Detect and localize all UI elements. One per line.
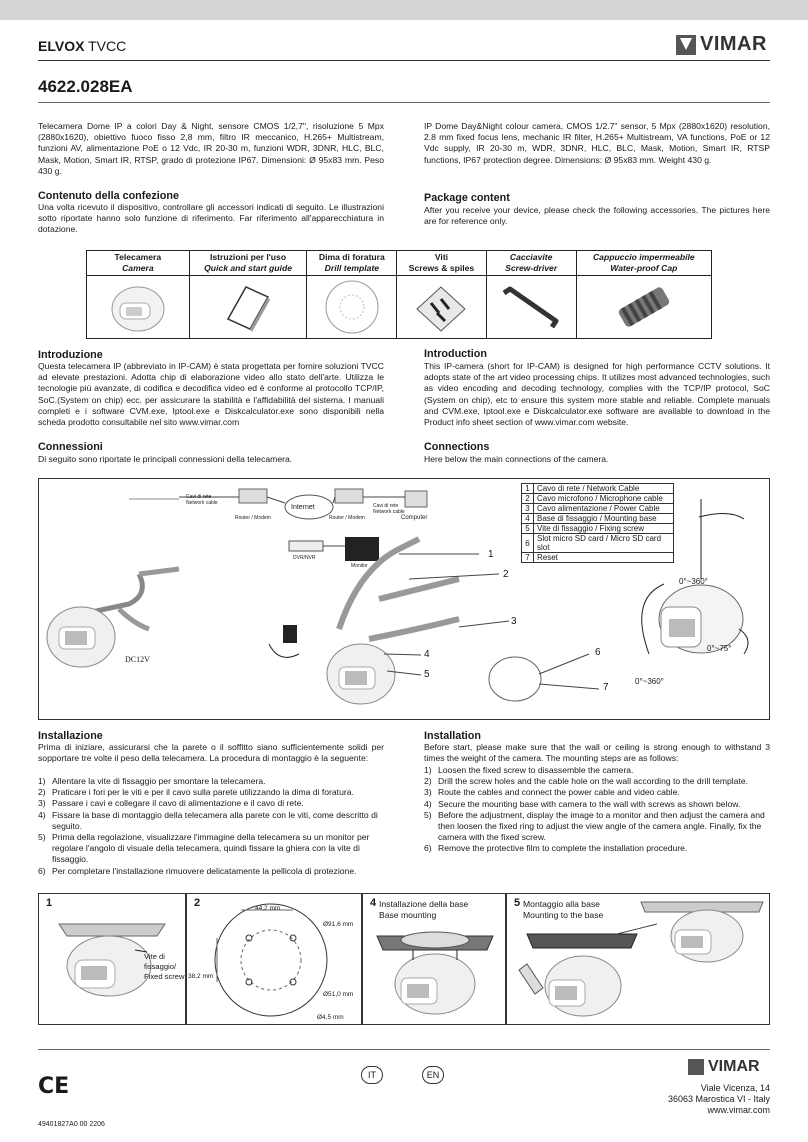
panel-caption-en: Mounting to the base — [523, 910, 604, 920]
introduction-text-it: Questa telecamera IP (abbreviato in IP-CAM) è stata progettata per fornire soluzioni TVCC ad elevate prestazioni. Adotta chip di elaborazione video allo stato dell'arte. Utilizza le tecnologie più avanzate, di codifica e decodifica video ed è conforme al protocollo TCP/IP, SoC.(System on chip) ecc. per assicurare la stabilità e l'affidabilità del sistema. I manuali completi e i software CVM.exe, Iptool.exe e Diskcalculator.exe sono disponibili nella scheda prodotto consultabile nel sito www.vimar.com — [38, 361, 384, 428]
step-item: 1) Loosen the fixed screw to disassemble the camera. — [424, 765, 634, 775]
step-item: 4) Secure the mounting base with camera to the wall with screws as shown below. — [424, 798, 741, 809]
waterproof-cap-icon — [609, 279, 679, 335]
step-item: 5) Prima della regolazione, visualizzare l'immagine della telecamera su un monitor per regolare l'angolo di visuale della telecamera, quindi fissare la ghiera con la vite di fissaggio. — [38, 832, 370, 865]
power-adapter-icon — [283, 625, 297, 643]
label-dc12v: DC12V — [125, 655, 150, 664]
step-item: 4) Fissare la base di montaggio della telecamera alla parete con le viti, come descritto di seguito. — [38, 809, 378, 831]
callout-1: 1 — [488, 549, 494, 560]
package-title-it: Contenuto della confezione — [38, 190, 179, 202]
package-cell — [576, 276, 711, 339]
package-header: Telecamera Camera — [87, 251, 190, 276]
drill-template-icon — [322, 279, 382, 335]
package-cell — [486, 276, 576, 339]
vimar-logo: VIMAR — [676, 33, 767, 56]
installation-steps-it — [38, 776, 384, 877]
base-attachment-illustration — [507, 894, 769, 1024]
connection-diagram — [38, 478, 770, 720]
dimension-label: Ø4,5 mm — [317, 1014, 344, 1021]
dimension-label: 38,2 mm — [188, 973, 214, 980]
divider — [38, 102, 770, 103]
label-dvr: DVR/NVR — [293, 555, 316, 561]
base-mounting-illustration — [363, 894, 505, 1024]
panel-step-2: 2 44,2 mm Ø91,6 mm 38,2 mm Ø51,0 mm Ø4,5 mm — [186, 893, 362, 1025]
label-rotation-360: 0°~360° — [679, 577, 708, 586]
screwdriver-icon — [496, 279, 566, 335]
step-item: 2) Praticare i fori per le viti e per il cavo sulla parete utilizzando la dima di foratura. — [38, 787, 354, 798]
lang-badge-en: EN — [422, 1066, 444, 1084]
legend-row: 2 Cavo microfono / Microphone cable — [522, 494, 674, 504]
installation-text-en: Before start, please make sure that the wall or ceiling is strong enough to withstand 3 times the weight of the camera. The mounting steps are as follows: — [424, 742, 770, 764]
legend-row: 6 Slot micro SD card / Micro SD card slot — [522, 534, 674, 553]
legend-row: 7 Reset — [522, 553, 674, 563]
computer-icon — [405, 491, 427, 507]
ce-mark: CE — [38, 1074, 70, 1099]
package-header: Cappuccio impermeabile Water-proof Cap — [576, 251, 711, 276]
legend-row: 5 Vite di fissaggio / Fixing screw — [522, 524, 674, 534]
package-table — [86, 250, 712, 339]
screws-icon — [411, 279, 471, 335]
legend-row: 4 Base di fissaggio / Mounting base — [522, 514, 674, 524]
callout-3: 3 — [511, 616, 517, 627]
label-monitor: Monitor — [351, 563, 368, 569]
package-header: Cacciavite Screw-driver — [486, 251, 576, 276]
panel-step-4: 4 Installazione della base Base mounting — [362, 893, 506, 1025]
legend-row: 1 Cavo di rete / Network Cable — [522, 484, 674, 494]
introduction-title-it: Introduzione — [38, 349, 103, 361]
callout-4: 4 — [424, 649, 430, 660]
label-computer: Computer — [401, 515, 428, 521]
vimar-logo-icon — [676, 35, 696, 55]
installation-text-it: Prima di iniziare, assicurarsi che la parete o il soffitto siano sufficientemente solidi per sopportare tre volte il peso della telecamera. La procedura di montaggio è la seguente: — [38, 742, 384, 764]
step-item: 6) Remove the protective film to complete the installation procedure. — [424, 843, 688, 854]
fixed-screw-label: Vite di fissaggio/ Fixed screw — [144, 952, 185, 981]
installation-steps-en — [424, 765, 770, 855]
package-cell — [189, 276, 307, 339]
guide-icon — [218, 279, 278, 335]
vimar-logo-footer: VIMAR — [688, 1058, 760, 1076]
package-cell — [307, 276, 397, 339]
divider — [38, 1049, 770, 1050]
camera-icon — [98, 279, 178, 335]
dimension-label: 44,2 mm — [255, 905, 281, 912]
router-icon — [335, 489, 363, 503]
label-network-cable-1: Cavi di rete Network cable — [186, 494, 218, 506]
panel-step-5: 5 Montaggio alla base Mounting to the base — [506, 893, 770, 1025]
label-rotation-360b: 0°~360° — [635, 677, 664, 686]
connection-legend — [521, 483, 674, 563]
legend-row: 3 Cavo alimentazione / Power Cable — [522, 504, 674, 514]
step-item: 3) Passare i cavi e collegare il cavo di alimentazione e il cavo di rete. — [38, 798, 304, 809]
label-network-cable-2: Cavi di rete Network cable — [373, 503, 405, 515]
lang-badge-it: IT — [361, 1066, 383, 1084]
package-header: Istruzioni per l'uso Quick and start guide — [189, 251, 307, 276]
package-header: Viti Screws & spiles — [397, 251, 486, 276]
router-icon — [239, 489, 267, 503]
package-cell — [87, 276, 190, 339]
panel-caption-it: Montaggio alla base — [523, 899, 600, 909]
company-address: Viale Vicenza, 14 36063 Marostica VI - Italy www.vimar.com — [667, 1083, 770, 1115]
installation-title-it: Installazione — [38, 730, 103, 742]
camera-detail-icon — [489, 657, 541, 701]
divider — [38, 60, 770, 61]
installation-title-en: Installation — [424, 730, 481, 742]
label-router-2: Router / Modem — [329, 515, 365, 521]
label-rotation-75: 0°~75° — [707, 644, 732, 653]
step-item: 2) Drill the screw holes and the cable hole on the wall according to the drill template. — [424, 776, 749, 787]
monitor-icon — [345, 537, 379, 561]
introduction-title-en: Introduction — [424, 348, 487, 360]
dimension-label: Ø51,0 mm — [323, 991, 354, 998]
label-router-1: Router / Modem — [235, 515, 271, 521]
step-item: 5) Before the adjustment, display the image to a monitor and then adjust the camera and then loosen the fixed ring to adjust the view angle of the camera angle. Finally, fix the camera with the fixed screw. — [424, 809, 765, 843]
callout-2: 2 — [503, 569, 509, 580]
brand-title: ELVOX TVCC — [38, 38, 127, 54]
introduction-text-en: This IP-camera (short for IP-CAM) is designed for high performance CCTV solutions. It adopts state of the art video processing chips. It utilizes most advanced technologies, such as video encoding and decoding technology, complies with the TCP/IP protocol, SoC (System on chip), etc to ensure this system more stable and reliable. Complete manuals and CVM.exe, Iptool.exe e Diskcalculator.exe software are available to download in the Product info sheet section of www.vimar.com website. — [424, 361, 770, 428]
product-code: 4622.028EA — [38, 77, 133, 96]
connections-title-it: Connessioni — [38, 441, 103, 453]
intro-text-en: IP Dome Day&Night colour camera, CMOS 1/2.7" sensor, 5 Mpx (2880x1620) resolution, 2.8 mm fixed focus lens, mechanic IR filter, H.265+ Multistream, VA functions, PoE or 12 Vdc supply, IR 20-30 m, WDR, 3DNR, HLC, BLC, Mask, Motion, Smart IR, RTSP functions, IP67 protection degree. Dimensions: Ø 95x83 mm. Weight 430 g. — [424, 121, 770, 165]
top-bar — [0, 0, 808, 20]
intro-text-it: Telecamera Dome IP a colori Day & Night, sensore CMOS 1/2,7", risoluzione 5 Mpx (2880x1620), obiettivo fuoco fisso 2,8 mm, filtro IR meccanico, H.265+ Multistream, funzioni AV, alimentazione PoE o 12 Vdc, IR 20-30 m, funzioni WDR, 3DNR, HLC, BLC, Mask, Motion, Smart IR, RTSP, grado di protezione IP67. Dimensioni: Ø 95x83 mm. Peso 430 g. — [38, 121, 384, 176]
connections-text-en: Here below the main connections of the camera. — [424, 454, 609, 464]
step-item: 3) Route the cables and connect the power cable and video cable. — [424, 787, 680, 798]
panel-step-1: 1 Vite di fissaggio/ Fixed screw — [38, 893, 186, 1025]
panel-caption-en: Base mounting — [379, 910, 437, 920]
step-item: 6) Per completare l'installazione rimuovere delicatamente la pellicola di protezione. — [38, 865, 357, 876]
connections-title-en: Connections — [424, 441, 490, 453]
connections-text-it: Di seguito sono riportate le principali connessioni della telecamera. — [38, 454, 293, 464]
vimar-logo-icon — [688, 1059, 704, 1075]
package-text-it: Una volta ricevuto il dispositivo, controllare gli accessori indicati di seguito. Le illustrazioni sotto riportate hanno solo funzione di riferimento. Far riferimento all'apparecchiatura in dotazione. — [38, 202, 384, 235]
panel-caption-it: Installazione della base — [379, 899, 469, 909]
step-item: 1) Allentare la vite di fissaggio per smontare la telecamera. — [38, 776, 266, 786]
callout-6: 6 — [595, 647, 601, 658]
package-title-en: Package content — [424, 192, 510, 204]
label-internet: Internet — [291, 504, 315, 511]
package-text-en: After you receive your device, please check the following accessories. The pictures here are for reference only. — [424, 205, 770, 227]
document-id: 49401827A0 00 2206 — [38, 1121, 105, 1128]
dimension-label: Ø91,6 mm — [323, 921, 354, 928]
callout-7: 7 — [603, 682, 609, 693]
package-cell — [397, 276, 486, 339]
callout-5: 5 — [424, 669, 430, 680]
package-header: Dima di foratura Drill template — [307, 251, 397, 276]
dvr-icon — [289, 541, 323, 551]
